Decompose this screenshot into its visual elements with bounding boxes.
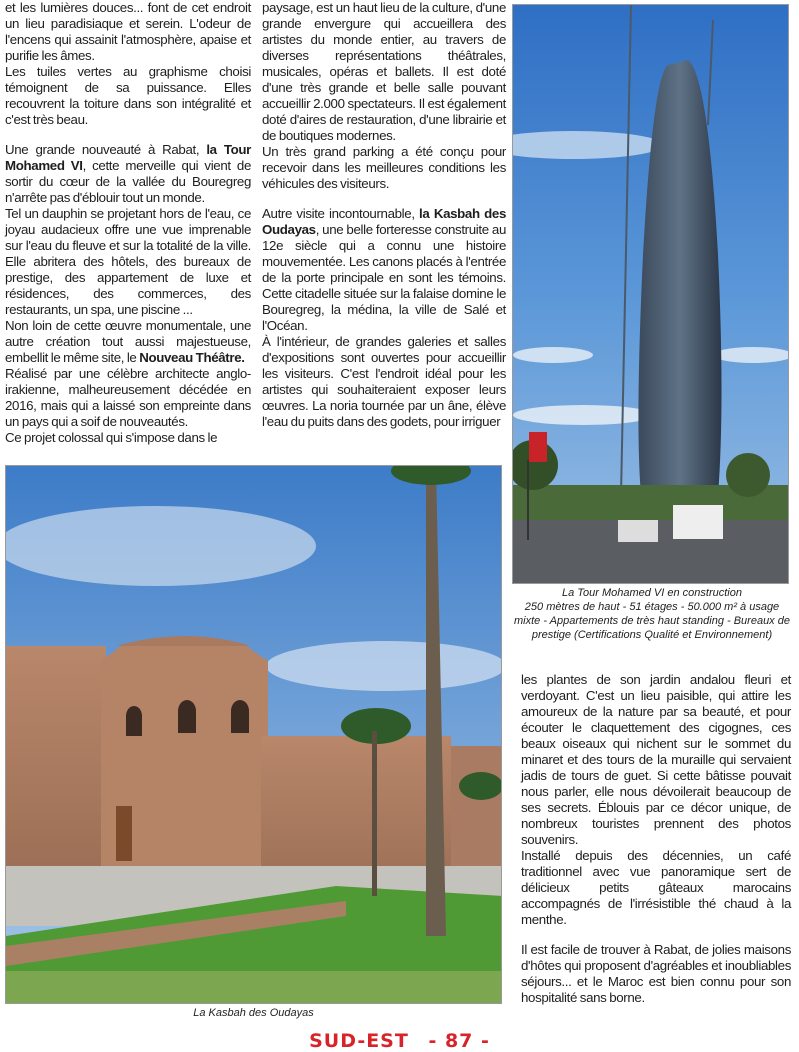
bold-text: Nouveau Théâtre. — [139, 350, 245, 365]
paragraph: Ce projet colossal qui s'impose dans le — [5, 430, 218, 445]
paragraph: paysage, est un haut lieu de la culture, d'une grande envergure qui accueillera des artistes du monde entier, au travers de diverses représentations théâtrales, musicales, opéras et ballets. Il est doté d'une très grande et belle salle pouvant accueillir 2.000 spectateurs. Il est également doté d'aires de restauration, d'une librairie et de boutiques modernes. — [262, 0, 506, 143]
text-column-3 — [521, 672, 791, 1006]
text: , cette merveille qui vient de sortir du cœur de la vallée du Bouregreg n'arrête pas d'éblouir tout un monde. — [5, 158, 251, 205]
paragraph: Un très grand parking a été conçu pour recevoir dans les meilleures conditions les véhicules des visiteurs. — [262, 144, 506, 191]
text-column-2 — [262, 0, 506, 430]
text: Autre visite incontournable, — [262, 206, 420, 221]
paragraph — [5, 142, 251, 206]
text-column-1 — [5, 0, 251, 446]
text: , une belle forteresse construite au 12e siècle qui a connu une histoire mouvementée. Les canons placés à l'entrée de la porte principale en sont les témoins. Cette citadelle située sur la falaise domine le Bouregreg, la médina, la ville de Salé et l'Océan. — [262, 222, 506, 333]
bold-text: la Kasbah des Oudayas — [262, 206, 506, 237]
paragraph — [5, 318, 251, 366]
paragraph: Installé depuis des décennies, un café traditionnel avec vue panoramique sert de délicieux petits gâteaux marocains accompagnés de l'irrésistible thé chaud à la menthe. — [521, 848, 791, 927]
caption-title: La Tour Mohamed VI en construction — [562, 587, 742, 599]
paragraph: les plantes de son jardin andalou fleuri et verdoyant. C'est un lieu paisible, qui attire les amoureux de la nature par sa beauté, et pour écouter le claquettement des cigognes, ces beaux oiseaux qui nichent sur le sommet du minaret et des tours de la muraille qui servaient jadis de tours de guet. Si cette bâtisse pouvait nous parler, elle nous dévoilerait beaucoup de ses secrets. Éblouis par ce décor unique, de nombreux touristes prennent des photos souvenirs. — [521, 672, 791, 847]
bold-text: la Tour Mohamed VI — [5, 142, 251, 173]
paragraph: Réalisé par une célèbre architecte anglo-irakienne, malheureusement décédée en 2016, mais qui a laissé son empreinte dans un pays qui a soif de nouveautés. — [5, 366, 251, 429]
paragraph: À l'intérieur, de grandes galeries et salles d'expositions sont ouvertes pour accueillir les visiteurs. C'est l'endroit idéal pour les artistes qui souhaiteraient exposer leurs œuvres. La noria tournée par un âne, élève l'eau du puits dans des godets, pour irriguer — [262, 334, 506, 429]
paragraph: Tel un dauphin se projetant hors de l'eau, ce joyau audacieux offre une vue imprenable sur l'eau du fleuve et sur la totalité de la ville. Elle abritera des hôtels, des bureaux de prestige, des appartement de luxe et résidences, des commerces, des restaurants, un spa, une piscine ... — [5, 206, 251, 317]
text: Non loin de cette œuvre monumentale, une autre création tout aussi majestueuse, embellit le même site, le — [5, 318, 251, 365]
paragraph: Il est facile de trouver à Rabat, de jolies maisons d'hôtes qui proposent d'agréables et inoubliables séjours... et le Maroc est bien connu pour son hospitalité sans borne. — [521, 942, 791, 1005]
page-footer — [0, 1030, 799, 1052]
caption-details: 250 mètres de haut - 51 étages - 50.000 m² à usage mixte - Appartements de très haut standing - Bureaux de prestige (Certifications Qualité et Environnement) — [514, 601, 790, 641]
paragraph: Les tuiles vertes au graphisme choisi témoignent de sa puissance. Elles recouvrent la toiture dans son intégralité et c'est très beau. — [5, 64, 251, 127]
paragraph: et les lumières douces... font de cet endroit un lieu paradisiaque et serein. L'odeur de l'encens qui assainit l'atmosphère, apaise et purifie les âmes. — [5, 0, 251, 63]
kasbah-photo-caption: La Kasbah des Oudayas — [193, 1007, 314, 1019]
page-number: - 87 - — [428, 1030, 490, 1052]
kasbah-oudayas-photo — [5, 465, 502, 1004]
tower-mohamed-vi-photo — [512, 4, 789, 584]
text: Une grande nouveauté à Rabat, — [5, 142, 207, 157]
tower-photo-caption — [512, 586, 792, 642]
magazine-name: SUD-EST — [309, 1030, 409, 1052]
paragraph — [262, 206, 506, 334]
